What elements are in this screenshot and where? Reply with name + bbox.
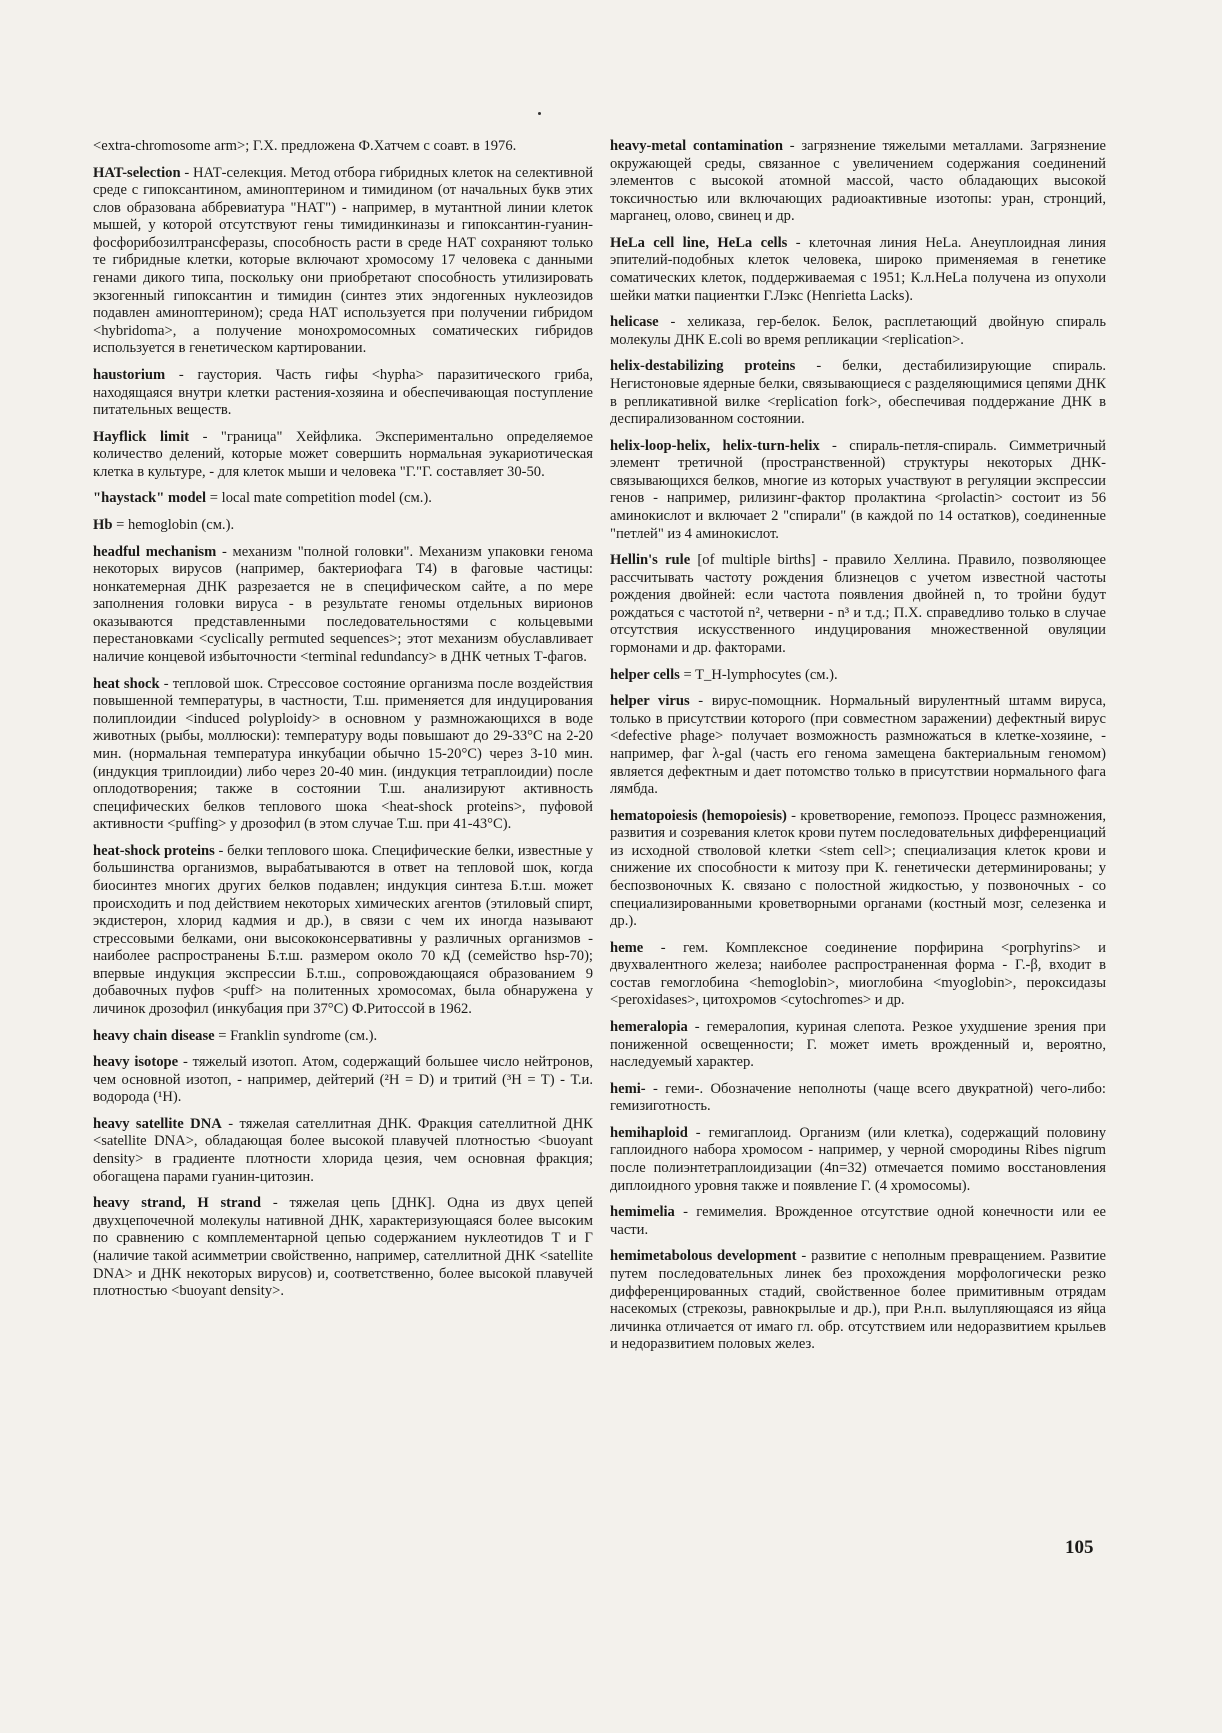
entry-heavy-strand: heavy strand, H strand - тяжелая цепь [ДНК]. Одна из двух цепей двухцепочечной молекулы нативной ДНК, характеризующаяся более высоким по сравнению с комплементарной цепью содержанием нуклеотидов Т и Г (наличие такой асимметрии свойственно, например, сателлитной ДНК <satellite DNA> и ДНК некоторых вирусов) и, соответственно, более высокой плавучей плотностью <buoyant density>.	[93, 1195, 593, 1300]
entry-term: headful mechanism	[93, 543, 217, 560]
entry-term: hemimetabolous development	[610, 1248, 797, 1265]
entry-term: helper virus	[610, 693, 690, 710]
left-column	[93, 138, 593, 1310]
entry-term: helix-destabilizing proteins	[610, 358, 796, 375]
entry-continuation: <extra-chromosome arm>; Г.Х. предложена Ф.Хатчем с соавт. в 1976.	[93, 138, 517, 154]
entry-hemimetabolous-development: hemimetabolous development - развитие с неполным превращением. Развитие путем последовательных линек без прохождения морфологически резко дифференцированных стадий, свойственное более примитивным отрядам насекомых (стрекозы, равнокрылые и др.), при Р.н.п. вылупляющаяся из яйца личинка отличается от имаго гл. обр. отсутствием или недоразвитием крыльев и недоразвитием половых желез.	[610, 1248, 1106, 1353]
entry-term: hemihaploid	[610, 1124, 688, 1141]
entry-term: heavy strand, H strand	[93, 1195, 262, 1212]
entry-term: heavy satellite DNA	[93, 1115, 222, 1132]
entry-heavy-metal-contamination: heavy-metal contamination - загрязнение тяжелыми металлами. Загрязнение окружающей среды, связанное с увеличением содержания соединений элементов с высокой атомной массой, часто обладающих высокой токсичностью или включающих радиоактивные изотопы: уран, стронций, марганец, олово, свинец и др.	[610, 138, 1106, 225]
entry-term: Hb	[93, 516, 113, 533]
entry-hb: Hb = hemoglobin (см.).	[93, 516, 235, 533]
entry-heat-shock-proteins: heat-shock proteins - белки теплового шока. Специфические белки, известные у большинства организмов, вырабатываются в ответ на тепловой шок, когда биосинтез многих других белков подавлен; индукция синтеза Б.т.ш. может происходить и под действием некоторых химических агентов (этиловый спирт, экдистерон, хлорид кадмия и др.), в связи с чем их иногда называют стрессовыми белками, они высококонсервативны у различных организмов - наиболее распространены Б.т.ш. размером около 70 кД (семейство hsp-70); впервые индукция экспрессии Б.т.ш., сопровождающаяся образованием 9 добавочных пуфов <puff> на политенных хромосомах, была обнаружена у личинок дрозофил (инкубация при 37°С) Ф.Ритоссой в 1962.	[93, 842, 593, 1018]
entry-term: helper cells	[610, 666, 680, 683]
entry-helper-cells: helper cells = T_H-lymphocytes (см.).	[610, 666, 838, 683]
entry-term: HAT-selection	[93, 164, 181, 181]
entry-hematopoiesis: hematopoiesis (hemopoiesis) - кроветворение, гемопоэз. Процесс размножения, развития и созревания клеток крови путем последовательных дифференциаций из исходной стволовой клетки <stem cell>; специализация клеток крови и снижение их способности к митозу при К. генетически детерминированы; у беспозвоночных К. связано с полостной жидкостью, у позвоночных - со специализированными кроветворными органами (костный мозг, селезенка и др.).	[610, 807, 1107, 930]
entry-term: heavy-metal contamination	[610, 138, 783, 154]
entry-term: Hayflick limit	[93, 428, 190, 445]
entry-haystack-model: "haystack" model = local mate competition model (см.).	[93, 490, 432, 507]
entry-term: heavy chain disease	[93, 1027, 215, 1044]
entry-helix-loop-helix: helix-loop-helix, helix-turn-helix - спираль-петля-спираль. Симметричный элемент третичной (пространственной) структуры некоторых ДНК-связывающихся белков, многие из которых участвуют в регуляции экспрессии генов - например, рилизинг-фактор пролактина <prolactin> состоит из 56 аминокислот и включает 2 "спирали" (в каждой по 14 остатков), соединенные "петлей" из 4 аминокислот.	[610, 437, 1106, 542]
entry-term: heavy isotope	[93, 1054, 179, 1071]
right-column	[610, 138, 1106, 1363]
entry-term: heat shock	[93, 675, 160, 692]
entry-term: haustorium	[93, 366, 166, 383]
entry-hayflick-limit: Hayflick limit - "граница" Хейфлика. Экспериментально определяемое количество делений, которые может совершить нормальная эукариотическая клетка в культуре, - для клеток мыши и человека "Г."Г. составляет 30-50.	[93, 428, 594, 480]
entry-hemihaploid: hemihaploid - гемигаплоид. Организм (или клетка), содержащий половину гаплоидного набора хромосом - например, у черной смородины Ribes nigrum после полиэнтетраплоидизации (4n=32) отмечается помимо восстановления диплоидного уровня также и появление Г. (4 хромосомы).	[610, 1124, 1106, 1194]
print-speck	[538, 112, 541, 115]
entry-term: hemi-	[610, 1080, 646, 1097]
entry-term: helicase	[610, 314, 659, 331]
entry-term: hemeralopia	[610, 1019, 688, 1036]
entry-heavy-chain-disease: heavy chain disease = Franklin syndrome (см.).	[93, 1027, 378, 1044]
entry-heme: heme - гем. Комплексное соединение порфирина <porphyrins> и двухвалентного железа; наиболее распространенная форма - Г.-β, входит в состав гемоглобина <hemoglobin>, миоглобина <myoglobin>, пероксидазы <peroxidases>, цитохромов <cytochromes> и др.	[610, 939, 1106, 1009]
entry-term: HeLa cell line, HeLa cells	[610, 234, 788, 251]
entry-hemeralopia: hemeralopia - гемералопия, куриная слепота. Резкое ухудшение зрения при пониженной освещенности; Г. может иметь врожденный и, вероятно, наследуемый характер.	[610, 1019, 1106, 1071]
entry-term: hematopoiesis (hemopoiesis)	[610, 807, 787, 824]
entry-term: heat-shock proteins	[93, 842, 215, 859]
entry-hemi: hemi- - геми-. Обозначение неполноты (чаще всего двукратной) чего-либо: гемизиготность.	[610, 1080, 1106, 1115]
entry-term: hemimelia	[610, 1204, 675, 1221]
entry-hemimelia: hemimelia - гемимелия. Врожденное отсутствие одной конечности или ее части.	[610, 1204, 1106, 1238]
page-number: 105	[1065, 1537, 1094, 1558]
entry-heavy-isotope: heavy isotope - тяжелый изотоп. Атом, содержащий большее число нейтронов, чем основной изотоп, - например, дейтерий (²H = D) и тритий (³H = T) - Т.и. водорода (¹H).	[93, 1054, 593, 1106]
entry-helicase: helicase - хеликаза, гер-белок. Белок, расплетающий двойную спираль молекулы ДНК E.coli во время репликации <replication>.	[610, 314, 1106, 348]
entry-helper-virus: helper virus - вирус-помощник. Нормальный вирулентный штамм вируса, только в присутствии которого (при совместном заражении) дефектный вирус <defective phage> получает возможность размножаться в клетке-хозяине, - например, фаг λ-gal (часть его генома замещена бактериальным геномом) является дефектным и дает потомство только в присутствии нормального фага лямбда.	[610, 693, 1106, 798]
entry-heat-shock: heat shock - тепловой шок. Стрессовое состояние организма после воздействия повышенной температуры, в частности, Т.ш. применяется для индуцирования полиплоидии <induced polyploidy> в основном у размножающихся в воде животных (рыбы, моллюски): температуру воды повышают до 29-33°С на 2-20 мин. (нормальная температура инкубации обычно 15-20°С) через 3-10 мин. (индукция триплоидии) либо через 20-40 мин. (индукция тетраплоидии) после оплодотворения; также в состоянии Т.ш. анализируют активность специфических белков теплового шока <heat-shock proteins>, пуфовой активности <puffing> у дрозофил (в этом случае Т.ш. при 41-43°С).	[93, 675, 593, 833]
entry-haustorium: haustorium - гаустория. Часть гифы <hypha> паразитического гриба, находящаяся внутри клетки растения-хозяина и обеспечивающая поступление питательных веществ.	[93, 366, 593, 419]
entry-headful-mechanism: headful mechanism - механизм "полной головки". Механизм упаковки генома некоторых вирусов (например, бактериофага Т4) в фаговые частицы: нонкатемерная ДНК разрезается не в специфическом сайте, а по мере заполнения головки вируса - в результате геномы отдельных вирионов оказываются представленными последовательностями с кольцевыми перестановками <cyclically permuted sequences>; этот механизм обуславливает наличие концевой избыточности <terminal redundancy> в ДНК четных Т-фагов.	[93, 543, 594, 666]
entry-term: Hellin's rule	[610, 552, 691, 569]
entry-helix-destabilizing-proteins: helix-destabilizing proteins - белки, дестабилизирующие спираль. Негистоновые ядерные белки, связывающиеся с разделяющимися цепями ДНК в репликативной вилке <replication fork>, обеспечивая поддержание ДНК в деспирализованном состоянии.	[610, 358, 1107, 428]
entry-hellins-rule: Hellin's rule [of multiple births] - правило Хеллина. Правило, позволяющее рассчитывать частоту рождения близнецов с учетом известной частоты рождения двойней: если частота появления двойней n, то тройни будут рождаться с частотой n², четверни - n³ и т.д.; П.Х. справедливо только в случае отсутствия искусственного индуцирования множественной овуляции гормонами и др. факторами.	[610, 552, 1106, 657]
entry-term: helix-loop-helix, helix-turn-helix	[610, 437, 820, 454]
entry-term: heme	[610, 939, 644, 956]
entry-heavy-satellite-dna: heavy satellite DNA - тяжелая сателлитная ДНК. Фракция сателлитной ДНК <satellite DNA>, обладающая более высокой плавучей плотностью <buoyant density> в градиенте плотности хлорида цезия, чем основная фракция; обогащена парами гуанин-цитозин.	[93, 1115, 593, 1185]
entry-hat-selection: HAT-selection - НАТ-селекция. Метод отбора гибридных клеток на селективной среде с гипоксантином, аминоптерином и тимидином (от начальных букв этих слов образована аббревиатура "НАТ") - например, в мутантной линии клеток мышей, у которой отсутствуют гены тимидинкиназы и гипоксантин-гуанин-фосфорибозилтрансферазы, способность расти в среде НАТ сохраняют только те гибридные клетки, которые включают хромосому 17 человека с данными генами дикого типа, поскольку они приобретают способность утилизировать экзогенный гипоксантин и тимидин (синтез этих эндогенных нуклеозидов подавлен аминоптерином); среда НАТ используется при получении гибридом <hybridoma>, а получение монохромосомных соматических гибридов используется в генетическом картировании.	[93, 164, 593, 357]
entry-term: "haystack" model	[93, 490, 207, 507]
entry-hela-cells: HeLa cell line, HeLa cells - клеточная линия HeLa. Анеуплоидная линия эпителий-подобных клеток человека, широко применяемая в генетике соматических клеток, поддерживаемая с 1951; К.л.HeLa получена из опухоли шейки матки пациентки Г.Лэкс (Henrietta Lacks).	[610, 234, 1106, 304]
